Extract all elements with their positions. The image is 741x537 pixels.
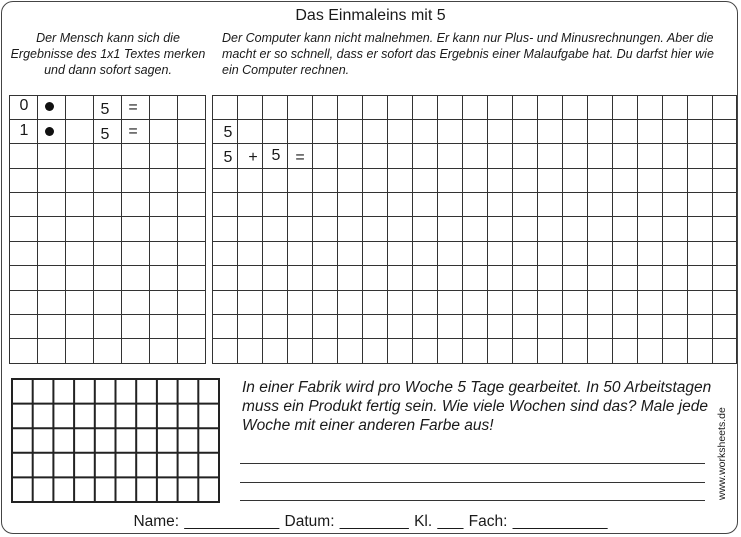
watermark: www.worksheets.de: [716, 407, 728, 500]
answer-line[interactable]: [240, 482, 705, 483]
answer-line[interactable]: [240, 500, 705, 501]
right-addition-grid[interactable]: [212, 95, 738, 365]
right-row3-equals: =: [295, 149, 305, 166]
answer-line[interactable]: [240, 463, 705, 464]
word-problem-text: In einer Fabrik wird pro Woche 5 Tage gearbeitet. In 50 Arbeitstagen muss ein Produkt fertig sein. Wie viele Wochen sind das? Male jede Woche mit einer anderen Farbe aus!: [242, 379, 712, 434]
multiply-dot-icon: [45, 127, 54, 136]
left-row2-factor: 5: [100, 126, 110, 143]
page-title: Das Einmaleins mit 5: [295, 7, 446, 24]
left-row1-number: 0: [19, 97, 29, 114]
right-row3-plus: +: [248, 149, 258, 166]
left-row1-factor: 5: [100, 101, 110, 118]
intro-left-text: Der Mensch kann sich die Ergebnisse des 1x1 Textes merken und dann sofort sagen.: [10, 31, 206, 77]
right-row2-value: 5: [223, 124, 233, 141]
left-row2-equals: =: [128, 123, 138, 140]
right-row3-addend-b: 5: [271, 147, 281, 164]
footer-fields: Name: ___________ Datum: ________ Kl. ___ Fach: ___________: [133, 513, 608, 530]
coloring-grid[interactable]: [11, 378, 221, 504]
left-row1-equals: =: [128, 99, 138, 116]
multiply-dot-icon: [45, 102, 54, 111]
left-row2-number: 1: [19, 122, 29, 139]
intro-right-text: Der Computer kann nicht malnehmen. Er kann nur Plus- und Minusrechnungen. Aber die macht er so schnell, dass er sofort das Ergebnis einer Malaufgabe hat. Du darfst hier wie ein Computer rechnen.: [222, 31, 714, 77]
right-row3-addend-a: 5: [223, 149, 233, 166]
